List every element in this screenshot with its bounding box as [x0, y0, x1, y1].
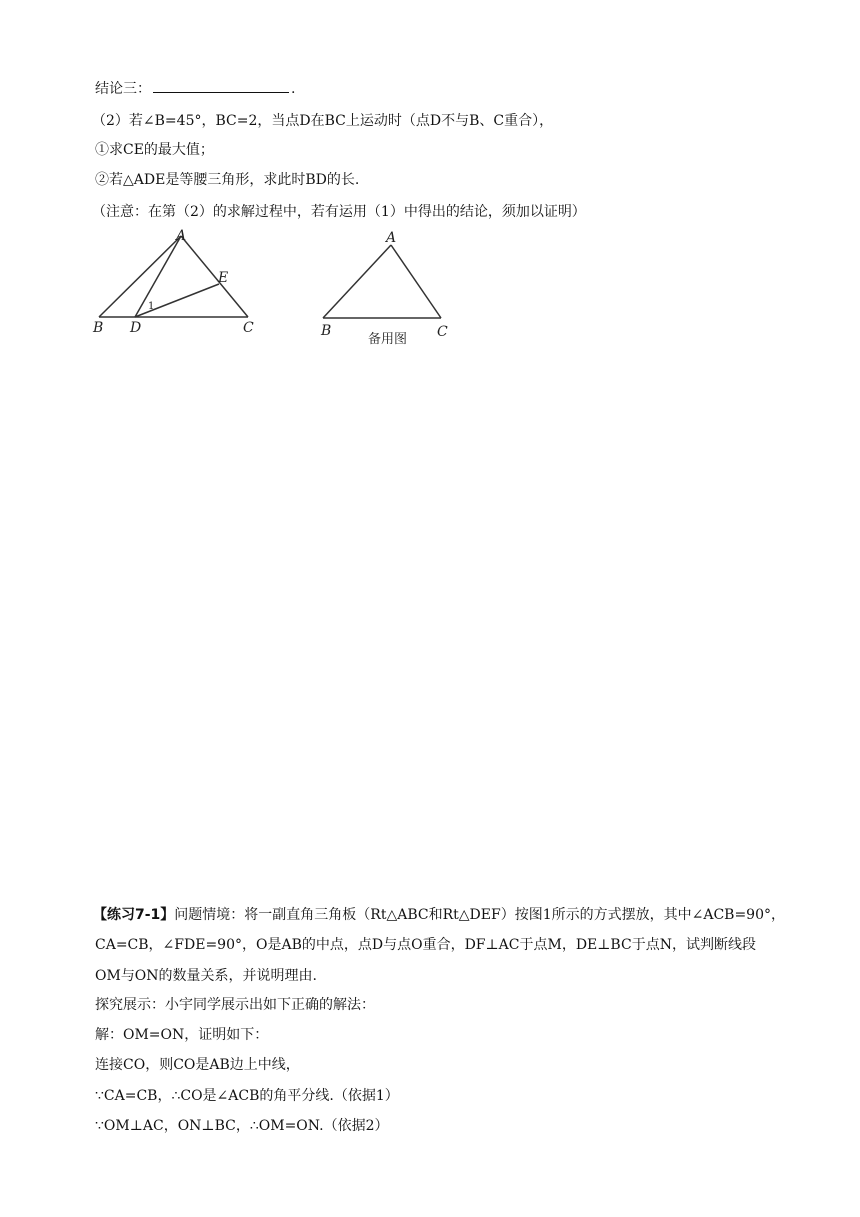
question-2-part-2: ②若△ADE是等腰三角形，求此时BD的长. [95, 172, 360, 188]
note-text: （注意：在第（2）的求解过程中，若有运用（1）中得出的结论，须加以证明） [92, 204, 586, 220]
question-2-text: （2）若∠B=45°，BC=2，当点D在BC上运动时（点D不与B、C重合）， [92, 113, 554, 129]
practice-line-6: 连接CO，则CO是AB边上中线， [95, 1057, 300, 1073]
label-c: C [437, 324, 448, 340]
practice-tag: 【练习7-1】 [93, 907, 175, 923]
segment-ad [135, 236, 181, 317]
conclusion-three-label: 结论三： [95, 81, 151, 97]
conclusion-three-end: . [291, 81, 296, 97]
conclusion-three-line [95, 79, 295, 99]
question-2-part-1: ①求CE的最大值； [95, 142, 214, 158]
label-d: D [130, 320, 142, 336]
practice-line-4: 探究展示：小宇同学展示出如下正确的解法： [95, 997, 375, 1013]
practice-line-3: OM与ON的数量关系，并说明理由. [95, 968, 317, 984]
figure-1 [88, 228, 268, 343]
label-a: A [176, 228, 187, 244]
practice-line-2: CA=CB，∠FDE=90°，O是AB的中点，点D与点O重合，DF⊥AC于点M，DE⊥BC于点N，试判断线段 [95, 937, 756, 953]
answer-blank[interactable] [153, 79, 289, 93]
label-angle-1: 1 [148, 301, 155, 312]
label-e: E [218, 270, 229, 286]
practice-line-1 [93, 905, 785, 925]
segment-ab [323, 245, 391, 318]
label-b: B [321, 323, 332, 339]
figure-2-spare [316, 228, 466, 348]
label-a: A [386, 230, 397, 246]
practice-line-7: ∵CA=CB，∴CO是∠ACB的角平分线.（依据1） [95, 1088, 399, 1104]
figure-caption: 备用图 [368, 332, 408, 347]
practice-text-1: 问题情境：将一副直角三角板（Rt△ABC和Rt△DEF）按图1所示的方式摆放，其中∠ACB=90°， [174, 907, 785, 923]
label-c: C [243, 320, 254, 336]
segment-ab [99, 236, 181, 317]
practice-line-5: 解：OM=ON，证明如下： [95, 1027, 269, 1043]
practice-line-8: ∵OM⊥AC，ON⊥BC，∴OM=ON.（依据2） [95, 1118, 389, 1134]
segment-ac [181, 236, 248, 317]
label-b: B [93, 320, 104, 336]
segment-ac [391, 245, 441, 318]
